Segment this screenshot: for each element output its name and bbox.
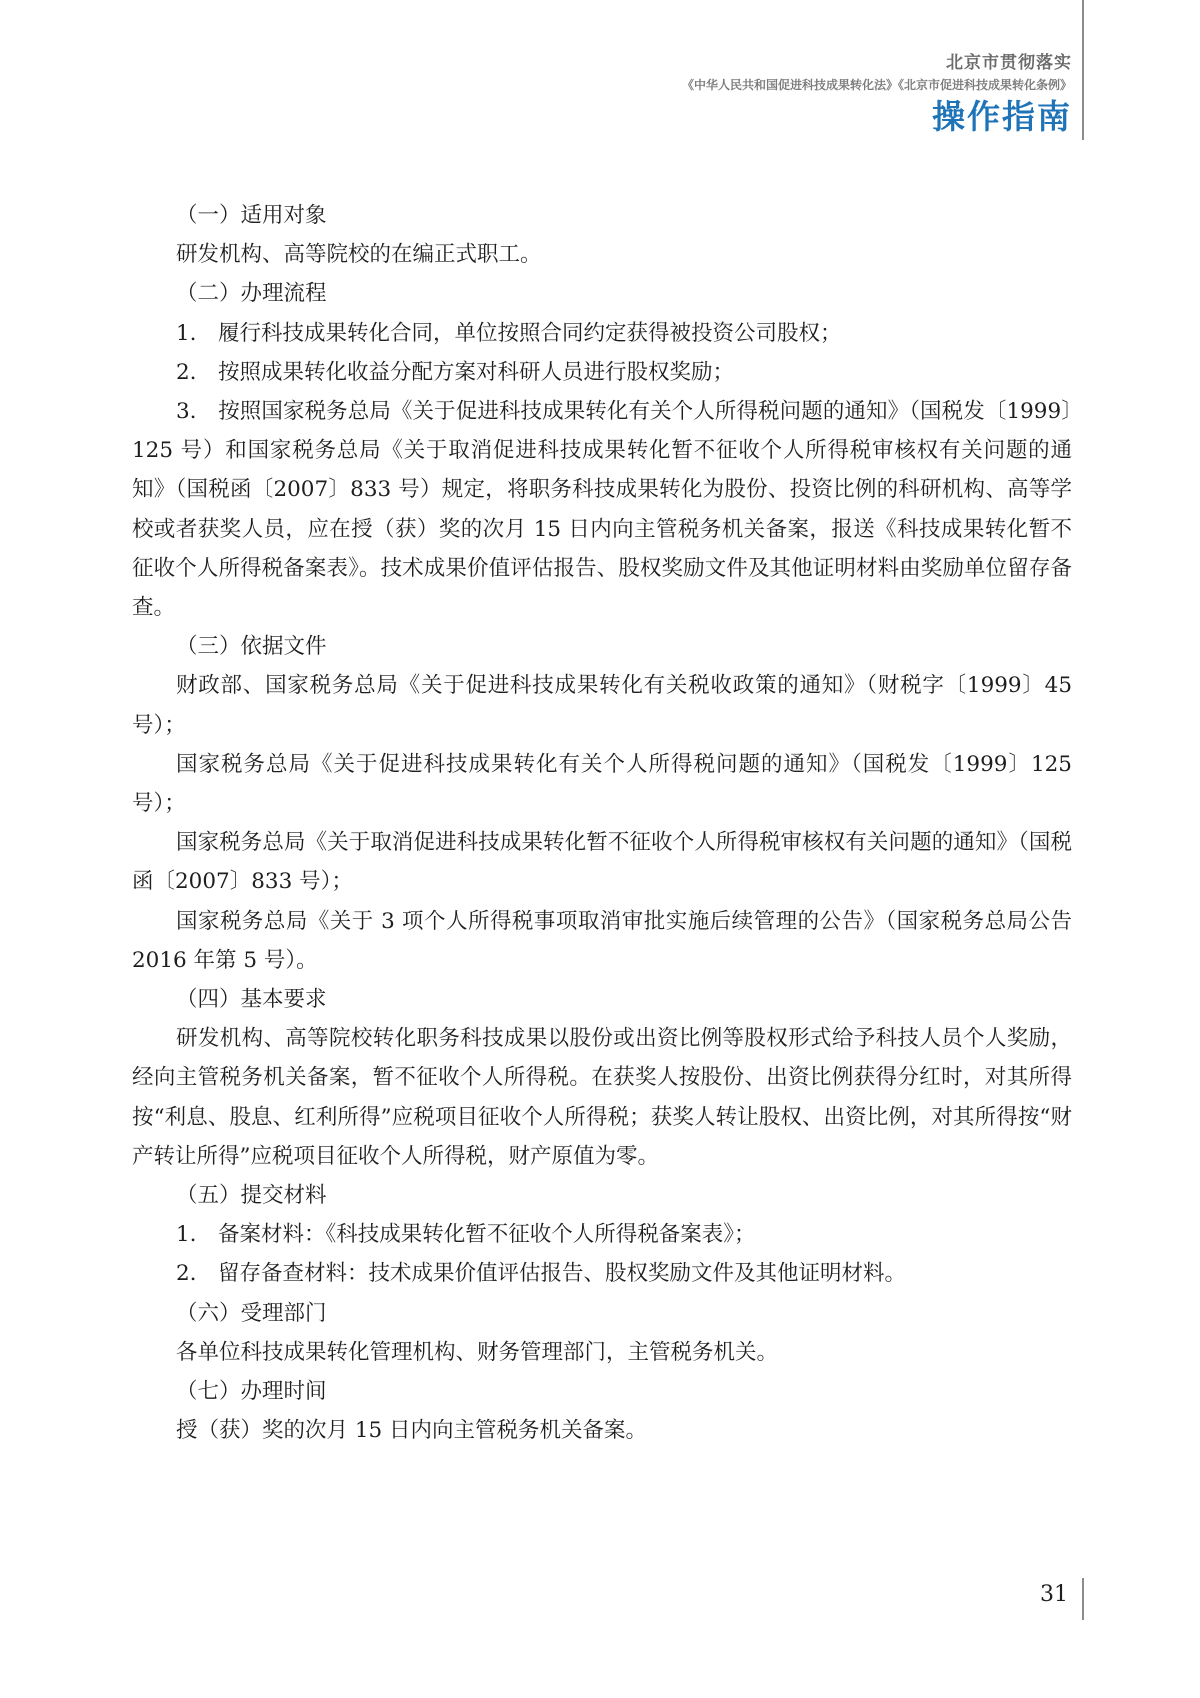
list-item: 1. 备案材料：《科技成果转化暂不征收个人所得税备案表》； [176, 1222, 756, 1248]
list-item: 1. 履行科技成果转化合同，单位按照合同约定获得被投资公司股权； [176, 320, 842, 346]
header-title-line1: 北京市贯彻落实 [946, 53, 1072, 73]
paragraph: 国家税务总局《关于促进科技成果转化有关个人所得税问题的通知》（国税发〔1999〕125 号）； [132, 751, 1072, 817]
page-number: 31 [1040, 1582, 1068, 1607]
list-item: 3. 按照国家税务总局《关于促进科技成果转化有关个人所得税问题的通知》（国税发〔1999〕125 号）和国家税务总局《关于取消促进科技成果转化暂不征收个人所得税审核权有关问题的通知》（国税函〔2007〕833 号）规定，将职务科技成果转化为股份、投资比例的科研机构、高等学校或者获奖人员，应在授（获）奖的次月 15 日内向主管税务机关备案，报送《科技成果转化暂不征收个人所得税备案表》。技术成果价值评估报告、股权奖励文件及其他证明材料由奖励单位留存备查。 [132, 399, 1072, 621]
footer-divider-line [1082, 1578, 1084, 1620]
header-divider-line [1082, 0, 1084, 140]
section-heading-time: （七）办理时间 [176, 1379, 327, 1405]
paragraph: 国家税务总局《关于 3 项个人所得税事项取消审批实施后续管理的公告》（国家税务总局公告 2016 年第 5 号）。 [132, 908, 1072, 973]
header-title-line3: 操作指南 [932, 97, 1072, 136]
paragraph: 研发机构、高等院校转化职务科技成果以股份或出资比例等股权形式给予科技人员个人奖励，经向主管税务机关备案，暂不征收个人所得税。在获奖人按股份、出资比例获得分红时，对其所得按“利息、股息、红利所得”应税项目征收个人所得税；获奖人转让股权、出资比例，对其所得按“财产转让所得”应税项目征收个人所得税，财产原值为零。 [132, 1026, 1072, 1169]
section-heading-materials: （五）提交材料 [176, 1183, 327, 1209]
running-header [682, 52, 1072, 138]
section-heading-requirements: （四）基本要求 [176, 987, 327, 1013]
paragraph: 国家税务总局《关于取消促进科技成果转化暂不征收个人所得税审核权有关问题的通知》（国税函〔2007〕833 号）； [132, 830, 1072, 895]
list-item: 2. 留存备查材料：技术成果价值评估报告、股权奖励文件及其他证明材料。 [176, 1261, 907, 1287]
page-body [132, 196, 1072, 1451]
section-heading-basis: （三）依据文件 [176, 634, 327, 660]
section-heading-applicable: （一）适用对象 [176, 203, 327, 228]
header-title-line2: 《中华人民共和国促进科技成果转化法》《北京市促进科技成果转化条例》 [681, 78, 1072, 92]
paragraph: 研发机构、高等院校的在编正式职工。 [176, 242, 542, 268]
section-heading-process: （二）办理流程 [176, 281, 327, 307]
paragraph: 授（获）奖的次月 15 日内向主管税务机关备案。 [176, 1418, 648, 1444]
section-heading-department: （六）受理部门 [176, 1300, 327, 1326]
paragraph: 各单位科技成果转化管理机构、财务管理部门，主管税务机关。 [176, 1339, 779, 1365]
paragraph: 财政部、国家税务总局《关于促进科技成果转化有关税收政策的通知》（财税字〔1999〕45 号）； [132, 673, 1072, 738]
list-item: 2. 按照成果转化收益分配方案对科研人员进行股权奖励； [176, 359, 735, 385]
